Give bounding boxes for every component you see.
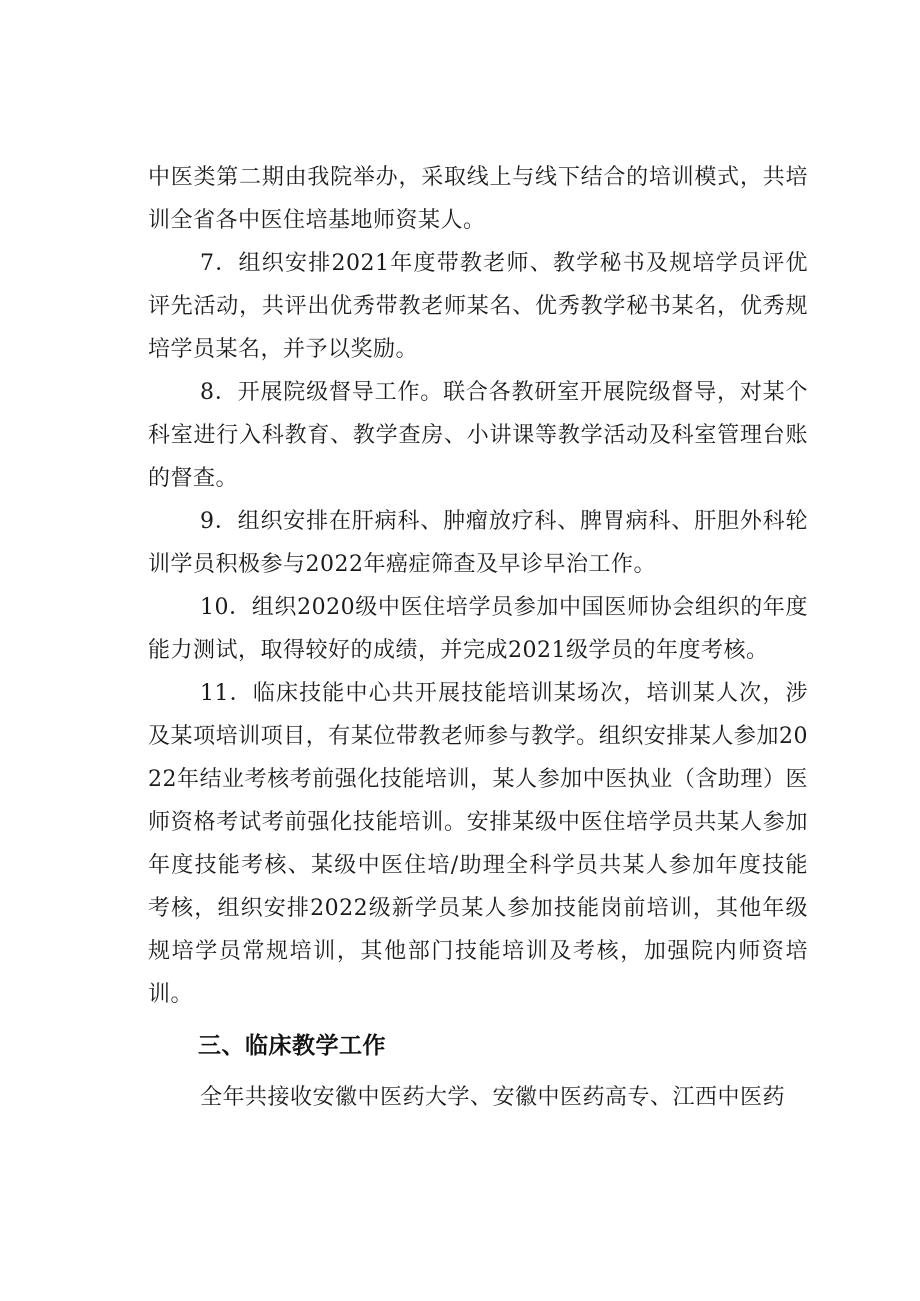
paragraph-item-11: 11．临床技能中心共开展技能培训某场次，培训某人次，涉及某项培训项目，有某位带教老师参与教学。组织安排某人参加2022年结业考核考前强化技能培训，某人参加中医执业（含助理）医师资格考试考前强化技能培训。安排某级中医住培学员共某人参加年度技能考核、某级中医住培/助理全科学员共某人参加年度技能考核，组织安排2022级新学员某人参加技能岗前培训，其他年级规培学员常规培训，其他部门技能培训及考核，加强院内师资培训。: [148, 681, 808, 1007]
paragraph-item-7: 7．组织安排2021年度带教老师、教学秘书及规培学员评优评先活动，共评出优秀带教老师某名、优秀教学秘书某名，优秀规培学员某名，并予以奖励。: [148, 251, 808, 362]
paragraph-clinical-teaching: 全年共接收安徽中医药大学、安徽中医药高专、江西中医药: [200, 1085, 786, 1110]
paragraph-item-8: 8．开展院级督导工作。联合各教研室开展院级督导，对某个科室进行入科教育、教学查房、小讲课等教学活动及科室管理台账的督查。: [148, 380, 808, 491]
section-heading: 三、临床教学工作: [198, 1033, 386, 1059]
document-body: [148, 156, 808, 1119]
paragraph-item-9: 9．组织安排在肝病科、肿瘤放疗科、脾胃病科、肝胆外科轮训学员积极参与2022年癌症筛查及早诊早治工作。: [148, 509, 808, 577]
paragraph-item-10: 10．组织2020级中医住培学员参加中国医师协会组织的年度能力测试，取得较好的成绩，并完成2021级学员的年度考核。: [148, 595, 808, 663]
paragraph-continued: 中医类第二期由我院举办，采取线上与线下结合的培训模式，共培训全省各中医住培基地师资某人。: [148, 165, 808, 233]
